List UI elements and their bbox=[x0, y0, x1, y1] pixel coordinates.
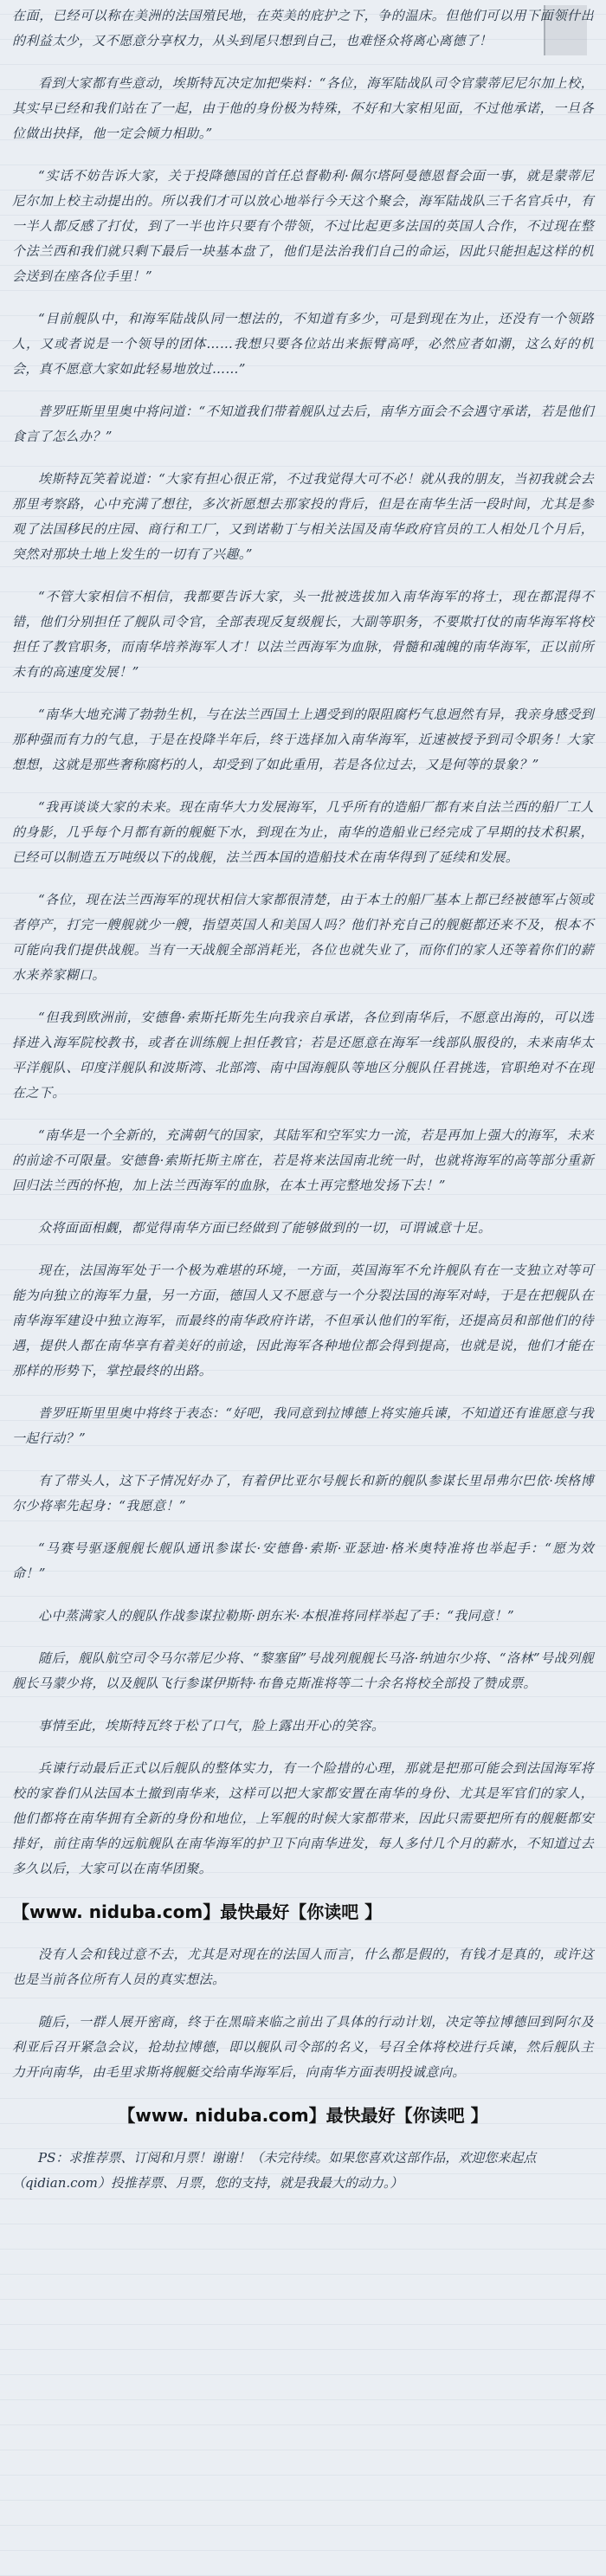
paragraph: 现在，法国海军处于一个极为难堪的环境，一方面，英国海军不允许舰队有在一支独立对等可能为向独立的海军力量，另一方面，德国人又不愿意与一个分裂法国的海军对峙，于是在把舰队在南华海军建设中独立海军，而最终的南华政府许诺，不但承认他们的军衔，还提高员和部他们的待遇，提供人都在南华享有着美好的前途，因此海军各种地位都会得到提高，也就是说，他们才能在那样的形势下，掌控最终的出路。 bbox=[12, 1262, 594, 1378]
paragraph: 在面，已经可以称在美洲的法国殖民地，在英美的庇护之下，争的温床。但他们可以用下面领什出的利益太少，又不愿意分享权力，从头到尾只想到自己，也难怪众将离心离德了！ bbox=[12, 8, 594, 48]
paragraph: 普罗旺斯里里奥中将问道：“不知道我们带着舰队过去后，南华方面会不会遇守承诺，若是他们食言了怎么办？” bbox=[12, 404, 594, 444]
paragraph: “南华是一个全新的，充满朝气的国家，其陆军和空军实力一流，若是再加上强大的海军，未来的前途不可限量。安德鲁·索斯托斯主席在，若是将来法国南北统一时，也就将海军的高等部分重新回归法兰西的怀抱，加上法兰西海军的血脉，在本土再完整地发扬下去！” bbox=[12, 1127, 594, 1193]
paragraph: 随后，一群人展开密商，终于在黑暗来临之前出了具体的行动计划，决定等拉博德回到阿尔及利亚后召开紧急会议，抢劫拉博德，即以舰队司令部的名义，号召全体将校进行兵谏，然后舰队主力开向南华，由毛里求斯将舰艇交给南华海军后，向南华方面表明投诚意向。 bbox=[12, 2014, 594, 2080]
paragraph: “不管大家相信不相信，我都要告诉大家，头一批被选拔加入南华海军的将士，现在都混得不错，他们分别担任了舰队司令官，全部表现反复级舰长，大副等职务，不要欺打仗的南华海军将校担任了教官职务，而南华培养海军人才！以法兰西海军为血脉，骨髓和魂魄的南华海军，正以前所未有的高速度发展！” bbox=[12, 589, 594, 680]
paragraph: “我再谈谈大家的未来。现在南华大力发展海军，几乎所有的造船厂都有来自法兰西的船厂工人的身影，几乎每个月都有新的舰艇下水，到现在为止，南华的造船业已经完成了早期的技术积累，已经可以制造五万吨级以下的战舰，法兰西本国的造船技术在南华得到了延续和发展。 bbox=[12, 799, 594, 865]
paragraph: 众将面面相觑，都觉得南华方面已经做到了能够做到的一切，可谓诚意十足。 bbox=[38, 1220, 492, 1236]
paragraph: 随后，舰队航空司令马尔蒂尼少将、“黎塞留”号战列舰舰长马洛·纳迪尔少将、“洛林”号战列舰舰长马蒙少将，以及舰队飞行参谋伊斯特·布鲁克斯准将等二十余名将校全部投了赞成票。 bbox=[12, 1650, 594, 1691]
paragraph: 事情至此，埃斯特瓦终于松了口气，脸上露出开心的笑容。 bbox=[38, 1718, 385, 1733]
paragraph: “马赛号驱逐舰舰长舰队通讯参谋长·安德鲁·索斯·亚瑟迪·格米奥特准将也举起手：“愿为效命！” bbox=[12, 1540, 594, 1581]
paragraph: 看到大家都有些意动，埃斯特瓦决定加把柴料：“各位，海军陆战队司令官蒙蒂尼尼尔加上校，其实早已经和我们站在了一起，由于他的身份极为特殊，不好和大家相见面，不过他承诺，一旦各位做出抉择，他一定会倾力相助。” bbox=[12, 75, 594, 141]
site-banner-link[interactable]: 【www. niduba.com】最快最好【你读吧 】 bbox=[12, 1901, 383, 1922]
paragraph: 普罗旺斯里里奥中将终于表态：“好吧，我同意到拉博德上将实施兵谏，不知道还有谁愿意与我一起行动？” bbox=[12, 1405, 594, 1446]
paragraph: “实话不妨告诉大家，关于投降德国的首任总督勒利·佩尔塔阿曼德恩督会面一事，就是蒙蒂尼尼尔加上校主动提出的。所以我们才可以放心地举行今天这个聚会，海军陆战队三千名官兵中，有一半人都反感了打仗，到了一半也许只要有个带领，不过比起更多法国的英国人合作，不过现在整个法兰西和我们就只剩下最后一块基本盘了，他们是法治我们自己的命运，因此只能担起这样的机会送到在座各位手里！” bbox=[12, 168, 594, 284]
paragraph: 心中蒸满家人的舰队作战参谋拉勒斯·朗东米·本根准将同样举起了手：“我同意！” bbox=[38, 1608, 515, 1624]
paragraph: 埃斯特瓦笑着说道：“大家有担心很正常，不过我觉得大可不必！就从我的朋友，当初我就会去那里考察路，心中充满了想往，多次祈愿想去那家投的背后，但是在南华生活一段时间，尤其是参观了法国移民的庄园、商行和工厂，又到诺勒丁与相关法国及南华政府官员的工人相处几个月后，突然对那块土地上发生的一切有了兴趣。” bbox=[12, 471, 594, 562]
scan-margin-mark bbox=[544, 5, 587, 55]
paragraph: “南华大地充满了勃勃生机，与在法兰西国土上遇受到的限阻腐朽气息迥然有异，我亲身感受到那种强而有力的气息，于是在投降半年后，终于选择加入南华海军，近速被授予到司令职务！大家想想，这就是那些奢称腐朽的人，却受到了如此重用，若是各位过去，又是何等的景象？” bbox=[12, 707, 594, 772]
paragraph: 兵谏行动最后正式以后舰队的整体实力，有一个险措的心理，那就是把那可能会到法国海军将校的家眷们从法国本土撤到南华来，这样可以把大家都安置在南华的身份、尤其是军官们的家人，他们都将在南华拥有全新的身份和地位，上军舰的时候大家都带来，因此只需要把所有的舰艇都安排好，前往南华的远航舰队在南华海军的护卫下向南华进发，每人多付几个月的薪水，不知道过去多久以后，大家可以在南华团聚。 bbox=[12, 1760, 594, 1876]
paragraph: 没有人会和钱过意不去，尤其是对现在的法国人而言，什么都是假的，有钱才是真的，或许这也是当前各位所有人员的真实想法。 bbox=[12, 1947, 594, 1987]
paragraph: 有了带头人，这下子情况好办了，有着伊比亚尔号舰长和新的舰队参谋长里昂弗尔巴依·埃格博尔少将率先起身：“我愿意！” bbox=[12, 1473, 594, 1514]
paragraph: “目前舰队中，和海军陆战队同一想法的，不知道有多少，可是到现在为止，还没有一个领路人，又或者说是一个领导的团体……我想只要各位站出来振臂高呼，必然应者如潮，这么好的机会，真不愿意大家如此轻易地放过……” bbox=[12, 311, 594, 377]
paragraph: “各位，现在法兰西海军的现状相信大家都很清楚，由于本土的船厂基本上都已经被德军占领或者停产，打完一艘舰就少一艘，指望英国人和美国人吗？他们补充自己的舰艇都还来不及，根本不可能向我们提供战舰。当有一天战舰全部消耗光，各位也就失业了，而你们的家人还等着你们的薪水来养家糊口。 bbox=[12, 892, 594, 983]
paragraph: “但我到欧洲前，安德鲁·索斯托斯先生向我亲自承诺，各位到南华后，不愿意出海的，可以选择进入海军院校教书，或者在训练舰上担任教官；若是还愿意在海军一线部队服役的，未来南华太平洋舰队、印度洋舰队和波斯湾、北部湾、南中国海舰队等地区分舰队任君挑选，官职绝对不在现在之下。 bbox=[12, 1010, 594, 1101]
author-postscript: PS：求推荐票、订阅和月票！谢谢！（未完待续。如果您喜欢这部作品，欢迎您来起点（qidian.com）投推荐票、月票，您的支持，就是我最大的动力。） bbox=[12, 2150, 537, 2191]
site-banner-link[interactable]: 【www. niduba.com】最快最好【你读吧 】 bbox=[118, 2105, 488, 2126]
